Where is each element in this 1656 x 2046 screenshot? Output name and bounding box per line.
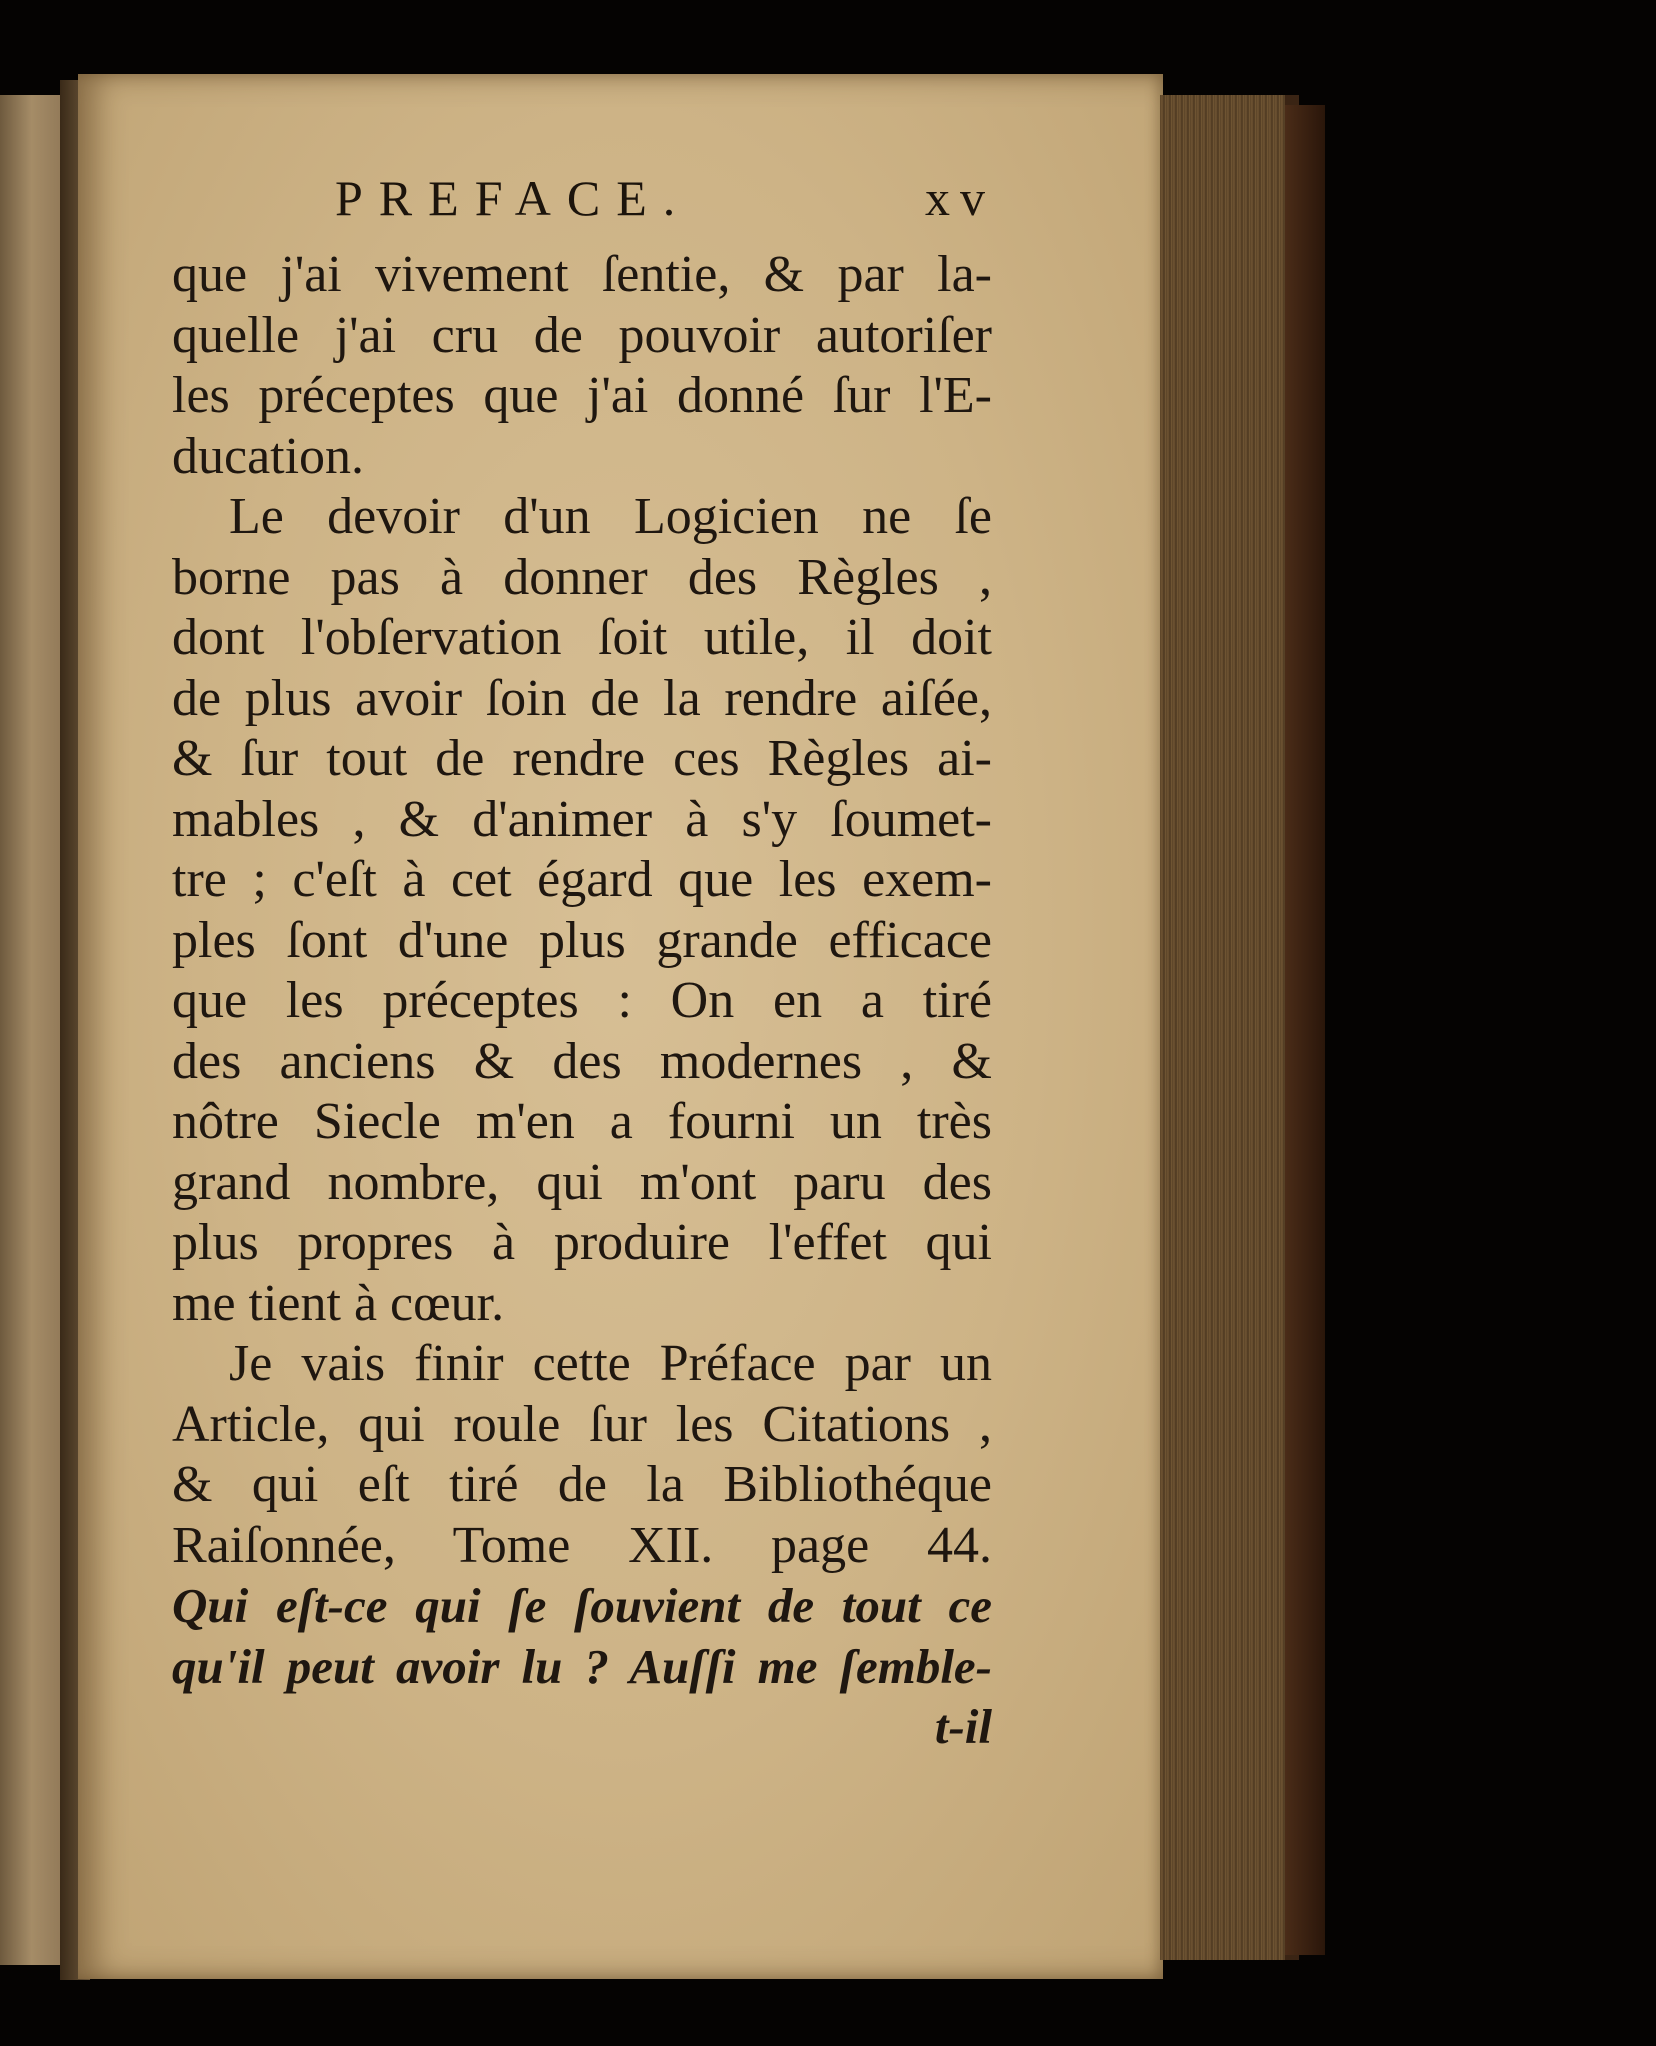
text-line: Le devoir d'un Logicien ne ſe xyxy=(229,488,992,545)
text-line: plus propres à produire l'effet qui xyxy=(172,1214,992,1271)
text-line: tre ; c'eſt à cet égard que les exem- xyxy=(172,851,992,908)
body-text xyxy=(172,245,992,1758)
text-line: que j'ai vivement ſentie, & par la- xyxy=(172,246,992,303)
text-line: Je vais finir cette Préface par un xyxy=(229,1335,992,1392)
page-header xyxy=(335,168,995,228)
catchword: t-il xyxy=(934,1699,992,1754)
running-title: PREFACE. xyxy=(335,170,692,226)
text-line: borne pas à donner des Règles , xyxy=(172,548,992,606)
text-line: grand nombre, qui m'ont paru des xyxy=(172,1153,992,1211)
text-line: ples ſont d'une plus grande efficace xyxy=(172,911,992,969)
text-line: ducation. xyxy=(172,427,365,485)
text-line: dont l'obſervation ſoit utile, il doit xyxy=(172,609,992,666)
text-line: Article, qui roule ſur les Citations , xyxy=(172,1395,992,1453)
text-line: & qui eſt tiré de la Bibliothéque xyxy=(172,1456,992,1513)
text-line: des anciens & des modernes , & xyxy=(172,1032,992,1090)
page-fore-edge xyxy=(1160,95,1299,1960)
text-line: mables , & d'animer à s'y ſoumet- xyxy=(172,790,992,848)
italic-quote-line: qu'il peut avoir lu ? Auſſi me ſemble- xyxy=(172,1638,992,1694)
text-line: nôtre Siecle m'en a fourni un très xyxy=(172,1093,992,1150)
text-line: que les préceptes : On en a tiré xyxy=(172,972,992,1029)
page-number: xv xyxy=(925,170,995,226)
italic-quote-line: Qui eſt-ce qui ſe ſouvient de tout ce xyxy=(172,1578,992,1633)
text-line: me tient à cœur. xyxy=(172,1274,505,1332)
text-line: Raiſonnée, Tome XII. page 44. xyxy=(172,1516,992,1574)
text-line: les préceptes que j'ai donné ſur l'E- xyxy=(172,367,992,424)
text-line: & ſur tout de rendre ces Règles ai- xyxy=(172,730,992,787)
book-cover-edge xyxy=(1285,105,1325,1955)
text-line: quelle j'ai cru de pouvoir autoriſer xyxy=(172,306,992,364)
text-line: de plus avoir ſoin de la rendre aiſée, xyxy=(172,669,992,727)
